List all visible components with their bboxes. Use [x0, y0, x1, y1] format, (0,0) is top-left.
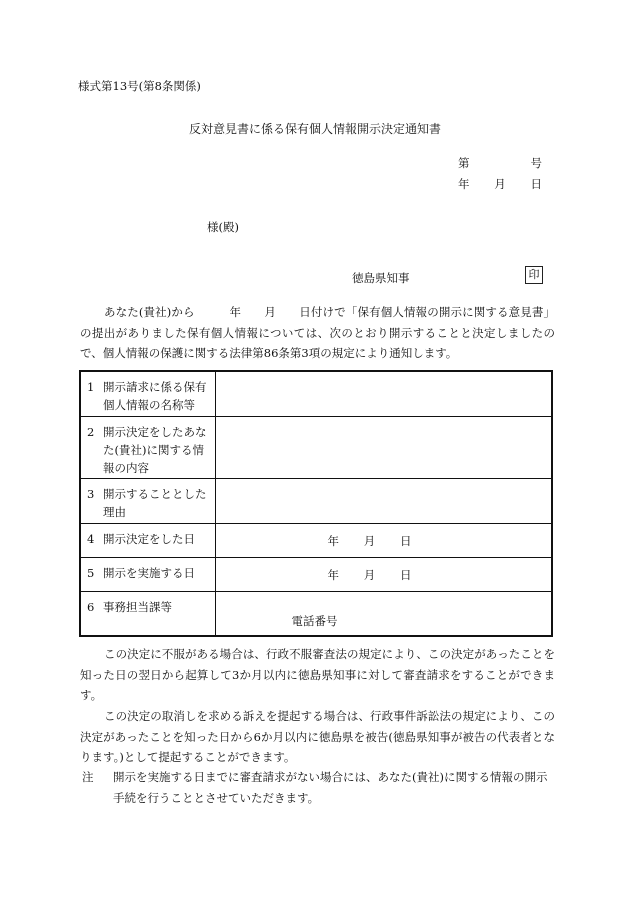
row-number: 1 — [87, 380, 95, 394]
row-number: 6 — [87, 599, 95, 614]
row-number: 4 — [87, 531, 95, 546]
disclosure-date: 年 月 日 — [327, 567, 412, 582]
phone-label: 電話番号 — [291, 613, 338, 628]
row-label: 事務担当課等 — [103, 599, 172, 614]
row-value — [215, 523, 552, 557]
table-row — [80, 416, 552, 478]
form-id: 様式第13号(第8条関係) — [78, 79, 201, 93]
row-label: 開示を実施する日 — [103, 565, 195, 580]
appeal-paragraph-2: この決定の取消しを求める訴えを提起する場合は、行政事件訴訟法の規定により、この決定があったことを知った日から6か月以内に徳島県を被告(徳島県知事が被告の代表者となります。)として提起することができます。 — [80, 709, 555, 764]
intro-paragraph: あなた(貴社)から 年 月 日付けで「保有個人情報の開示に関する意見書」の提出がありました保有個人情報については、次のとおり開示することと決定しましたので、個人情報の保護に関する法律第86条第3項の規定により通知します。 — [80, 305, 555, 360]
date-month: 月 — [494, 177, 506, 191]
number-prefix: 第 — [458, 156, 470, 170]
decision-date: 年 月 日 — [327, 533, 412, 548]
row-number: 5 — [87, 565, 95, 580]
row-value — [215, 557, 552, 591]
row-label: 開示決定をしたあなた(貴社)に関する情報の内容 — [103, 424, 207, 475]
table-row — [80, 478, 552, 523]
row-label: 開示請求に係る保有個人情報の名称等 — [103, 380, 207, 412]
row-value — [215, 478, 552, 523]
row-number: 2 — [87, 424, 95, 439]
appeal-paragraph-1: この決定に不服がある場合は、行政不服審査法の規定により、この決定があったことを知った日の翌日から起算して3か月以内に徳島県知事に対して審査請求をすることができます。 — [80, 647, 555, 702]
document-date — [458, 176, 542, 192]
number-suffix: 号 — [530, 156, 542, 170]
issuer: 徳島県知事 — [352, 271, 410, 285]
row-label: 開示することとした理由 — [103, 486, 207, 519]
document-number — [458, 155, 542, 171]
row-label: 開示決定をした日 — [103, 531, 195, 546]
table-row — [80, 371, 552, 416]
table-row — [80, 557, 552, 591]
row-value — [215, 416, 552, 478]
row-value — [215, 371, 552, 416]
note-text: 開示を実施する日までに審査請求がない場合には、あなた(貴社)に関する情報の開示手続を行うこととさせていただきます。 — [113, 770, 548, 805]
table-row — [80, 523, 552, 557]
info-table — [79, 370, 553, 637]
row-number: 3 — [87, 486, 95, 501]
document-title: 反対意見書に係る保有個人情報開示決定通知書 — [188, 122, 441, 136]
seal-icon: 印 — [525, 266, 543, 284]
date-year: 年 — [458, 177, 470, 191]
row-value — [215, 591, 552, 636]
table-row — [80, 591, 552, 636]
note-label: 注 — [82, 770, 94, 784]
date-day: 日 — [530, 177, 542, 191]
addressee: 様(殿) — [207, 220, 239, 234]
